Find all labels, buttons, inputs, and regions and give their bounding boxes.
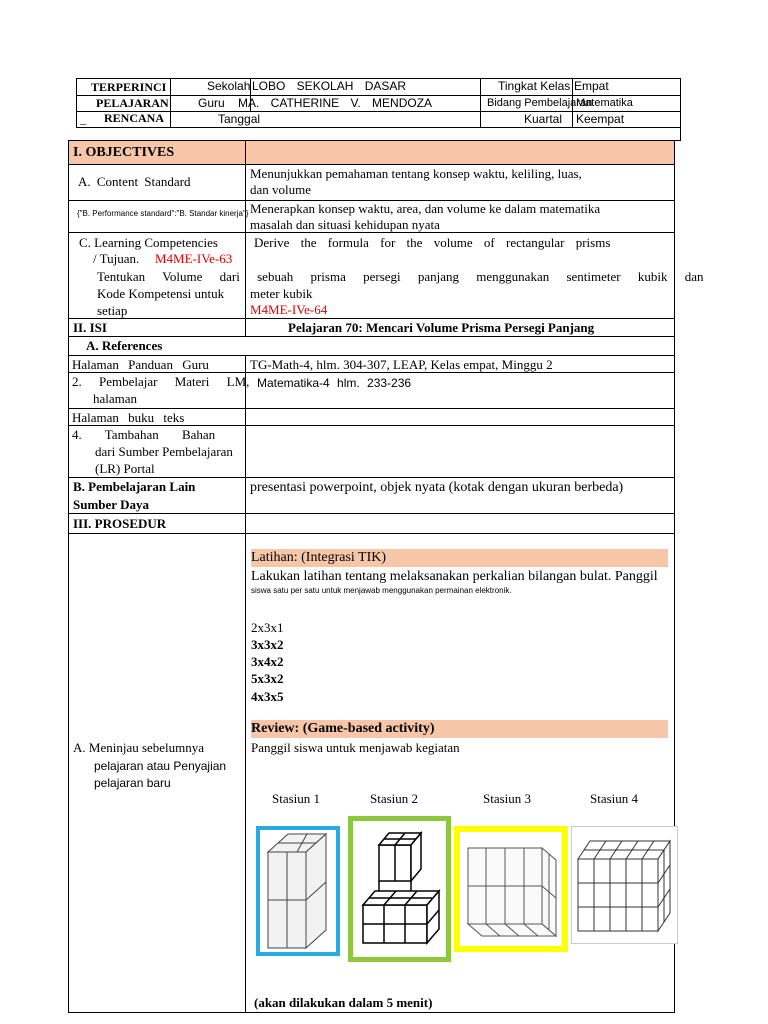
sekolah-label: Sekolah [207,79,251,93]
performance-standard-line-1: Menerapkan konsep waktu, area, dan volume ke dalam matematika [250,201,601,216]
station-1-prism-image [256,826,340,956]
bidang-value: Matematika [576,97,633,109]
competency-text-2-cont: meter kubik [250,286,313,301]
latihan-small-text: siswa satu per satu untuk menjawab menggunakan permainan elektronik. [251,586,512,595]
tanggal-label: Tanggal [218,112,261,126]
station-3-prism-drawing [460,832,562,946]
tambahan-label-cont: dari Sumber Pembelajaran [95,444,233,459]
station-2-prism-drawing [353,821,446,957]
materi-label-cont: halaman [93,391,138,406]
tingkat-label: Tingkat Kelas [498,79,571,93]
station-4-prism-image [571,826,678,944]
problem-5: 4x3x5 [251,689,284,704]
problem-2: 3x3x2 [251,637,284,652]
tingkat-value: Empat [574,79,609,93]
plan-title-line-2: PELAJARAN [96,96,169,110]
problem-4: 5x3x2 [251,671,284,686]
station-1-prism-drawing [260,830,336,952]
guru-value: MA. CATHERINE V. MENDOZA [238,96,433,110]
latihan-heading: Latihan: (Integrasi TIK) [251,550,387,565]
meninjau-label-cont: pelajaran atau Penyajian [94,759,227,773]
performance-standard-label: {"B. Performance standard":"B. Standar kinerja"} [77,209,249,218]
kuartal-value: Keempat [576,112,625,126]
competency-code-1: M4ME-IVe-63 [155,251,233,266]
panduan-value: TG-Math-4, hlm. 304-307, LEAP, Kelas empat, Minggu 2 [250,357,553,372]
latihan-text: Lakukan latihan tentang melaksanakan perkalian bilangan bulat. Panggil [251,569,658,584]
plan-title-line-1: TERPERINCI [91,80,167,94]
learning-competencies-label: C. Learning Competencies [79,235,218,250]
plan-title-line-3: RENCANA [104,111,164,125]
lain-label-cont: Sumber Daya [73,497,149,512]
meninjau-label-end: pelajaran baru [94,776,171,790]
station-3-prism-image [454,826,568,952]
references-heading: A. References [86,338,163,353]
lain-label: B. Pembelajaran Lain [73,479,196,494]
learning-objectives-label: / Tujuan. [93,251,140,266]
competency-text-2: Tentukan Volume dari sebuah prisma persegi panjang menggunakan sentimeter kubik dan [97,269,704,284]
isi-heading: II. ISI [73,320,107,335]
tambahan-label: 4. Tambahan Bahan [72,427,216,442]
station-3-label: Stasiun 3 [483,791,532,806]
bidang-label: Bidang Pembelajaran [487,97,593,109]
panduan-label: Halaman Panduan Guru [72,357,209,372]
station-2-label: Stasiun 2 [370,791,419,806]
lain-value: presentasi powerpoint, objek nyata (kotak dengan ukuran berbeda) [250,480,624,495]
meninjau-label: A. Meninjau sebelumnya [73,740,205,755]
competency-code-label-cont: setiap [97,303,128,318]
content-standard-line-1: Menunjukkan pemahaman tentang konsep waktu, keliling, luas, [250,166,582,181]
review-heading: Review: (Game-based activity) [251,721,435,736]
objectives-heading: I. OBJECTIVES [73,145,175,160]
content-standard-line-2: dan volume [250,182,312,197]
station-4-label: Stasiun 4 [590,791,639,806]
prosedur-heading: III. PROSEDUR [73,516,167,531]
problem-1: 2x3x1 [251,620,284,635]
station-2-prism-image [348,816,451,962]
station-4-prism-drawing [572,827,677,943]
kuartal-label: Kuartal [524,112,563,126]
competency-code-label: Kode Kompetensi untuk [97,286,225,301]
content-standard-label: A. Content Standard [78,174,191,189]
activity-duration-note: (akan dilakukan dalam 5 menit) [254,995,433,1010]
review-text: Panggil siswa untuk menjawab kegiatan [251,740,460,755]
competency-code-2: M4ME-IVe-64 [250,302,328,317]
guru-label: Guru [198,96,225,110]
buku-teks-label: Halaman buku teks [72,410,185,425]
tambahan-label-portal: (LR) Portal [95,461,155,476]
materi-value: Matematika-4 hlm. 233-236 [257,376,412,390]
competency-text-1: Derive the formula for the volume of rectangular prisms [254,235,611,250]
plan-title-dash: _ [80,112,86,126]
sekolah-value: LOBO SEKOLAH DASAR [252,79,407,93]
station-1-label: Stasiun 1 [272,791,321,806]
performance-standard-line-2: masalah dan situasi kehidupan nyata [250,217,440,232]
materi-label: 2. Pembelajar Materi LM, [72,374,250,389]
problem-3: 3x4x2 [251,654,284,669]
lesson-title: Pelajaran 70: Mencari Volume Prisma Persegi Panjang [288,320,595,335]
